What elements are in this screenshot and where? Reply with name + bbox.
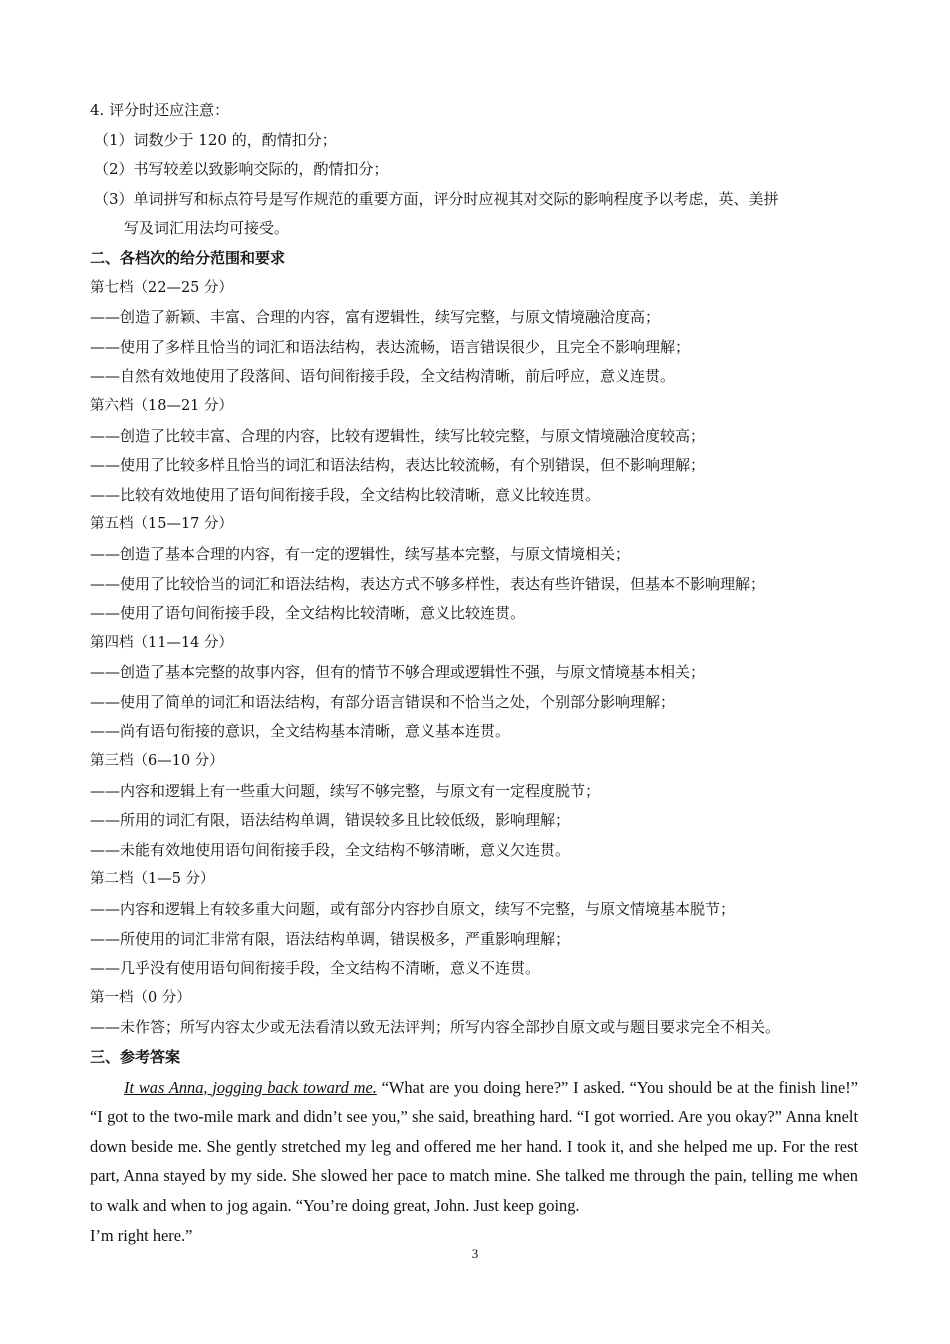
criterion: ——使用了比较恰当的词汇和语法结构，表达方式不够多样性，表达有些许错误，但基本不影响理解； bbox=[90, 574, 766, 593]
criterion: ——尚有语句衔接的意识，全文结构基本清晰，意义基本连贯。 bbox=[90, 722, 511, 741]
criterion: ——所用的词汇有限，语法结构单调，错误较多且比较低级，影响理解； bbox=[90, 811, 571, 830]
level-block-7 bbox=[90, 274, 858, 392]
criterion: ——几乎没有使用语句间衔接手段，全文结构不清晰，意义不连贯。 bbox=[90, 959, 541, 978]
note-item: （2）书写较差以致影响交际的，酌情扣分； bbox=[94, 160, 389, 179]
level-title: 第一档（0 分） bbox=[90, 989, 191, 1006]
criterion: ——创造了比较丰富、合理的内容，比较有逻辑性，续写比较完整，与原文情境融洽度较高； bbox=[90, 426, 706, 445]
criterion: ——使用了多样且恰当的词汇和语法结构，表达流畅，语言错误很少，且完全不影响理解； bbox=[90, 337, 691, 356]
level-title: 第六档（18—21 分） bbox=[90, 397, 234, 414]
criterion: ——使用了比较多样且恰当的词汇和语法结构，表达比较流畅，有个别错误，但不影响理解； bbox=[90, 456, 706, 475]
section-heading: 三、参考答案 bbox=[90, 1048, 181, 1066]
note-item: （3）单词拼写和标点符号是写作规范的重要方面，评分时应视其对交际的影响程度予以考虑，英、美拼 bbox=[94, 189, 779, 208]
notes-title: 4. 评分时还应注意： bbox=[90, 101, 230, 119]
note-item: （1）词数少于 120 的，酌情扣分； bbox=[94, 130, 337, 149]
page-number: 3 bbox=[471, 1246, 479, 1261]
page-content bbox=[90, 96, 858, 1250]
criterion: ——未作答；所写内容太少或无法看清以致无法评判；所写内容全部抄自原文或与题目要求完全不相关。 bbox=[90, 1018, 781, 1037]
level-title: 第三档（6—10 分） bbox=[90, 753, 224, 770]
criterion: ——使用了简单的词汇和语法结构，有部分语言错误和不恰当之处，个别部分影响理解； bbox=[90, 692, 676, 711]
level-title: 第四档（11—14 分） bbox=[90, 634, 234, 651]
answer-last-line: I’m right here.” bbox=[90, 1225, 193, 1245]
criterion: ——使用了语句间衔接手段，全文结构比较清晰，意义比较连贯。 bbox=[90, 604, 526, 623]
criterion: ——比较有效地使用了语句间衔接手段，全文结构比较清晰，意义比较连贯。 bbox=[90, 485, 601, 504]
section-heading: 二、各档次的给分范围和要求 bbox=[90, 248, 286, 267]
answer-body: “What are you doing here?” I asked. “You should be at the finish line!” “I got to the two-mile mark and didn’t see you,” she said, breathing hard. “I got worried. Are you okay?” Anna knelt down beside me. She gently stretched my leg and offered me her hand. I took it, and she helped me up. For the rest part, Anna stayed by my side. She slowed her pace to match mine. She talked me through the pain, telling me when to walk and when to jog again. “You’re doing great, John. Just keep going. bbox=[90, 1077, 858, 1215]
answer-opening-sentence: It was Anna, jogging back toward me. bbox=[124, 1077, 377, 1097]
reference-answer-paragraph bbox=[90, 1073, 858, 1221]
level-title: 第七档（22—25 分） bbox=[90, 279, 234, 296]
level-block-5 bbox=[90, 510, 858, 628]
criterion: ——创造了基本完整的故事内容，但有的情节不够合理或逻辑性不强，与原文情境基本相关； bbox=[90, 663, 706, 682]
level-block-1 bbox=[90, 984, 858, 1043]
level-block-3 bbox=[90, 747, 858, 865]
criterion: ——创造了新颖、丰富、合理的内容，富有逻辑性，续写完整，与原文情境融洽度高； bbox=[90, 308, 661, 327]
criterion: ——自然有效地使用了段落间、语句间衔接手段，全文结构清晰，前后呼应，意义连贯。 bbox=[90, 367, 676, 386]
criterion: ——未能有效地使用语句间衔接手段，全文结构不够清晰，意义欠连贯。 bbox=[90, 840, 571, 859]
level-title: 第五档（15—17 分） bbox=[90, 516, 234, 533]
level-block-2 bbox=[90, 865, 858, 983]
criterion: ——所使用的词汇非常有限，语法结构单调，错误极多，严重影响理解； bbox=[90, 929, 571, 948]
criterion: ——内容和逻辑上有较多重大问题，或有部分内容抄自原文，续写不完整，与原文情境基本脱节； bbox=[90, 900, 736, 919]
level-title: 第二档（1—5 分） bbox=[90, 871, 215, 888]
level-block-6 bbox=[90, 392, 858, 510]
level-block-4 bbox=[90, 629, 858, 747]
criterion: ——内容和逻辑上有一些重大问题，续写不够完整，与原文有一定程度脱节； bbox=[90, 781, 601, 800]
criterion: ——创造了基本合理的内容，有一定的逻辑性，续写基本完整，与原文情境相关； bbox=[90, 544, 631, 563]
note-item-continued: 写及词汇用法均可接受。 bbox=[124, 219, 290, 238]
